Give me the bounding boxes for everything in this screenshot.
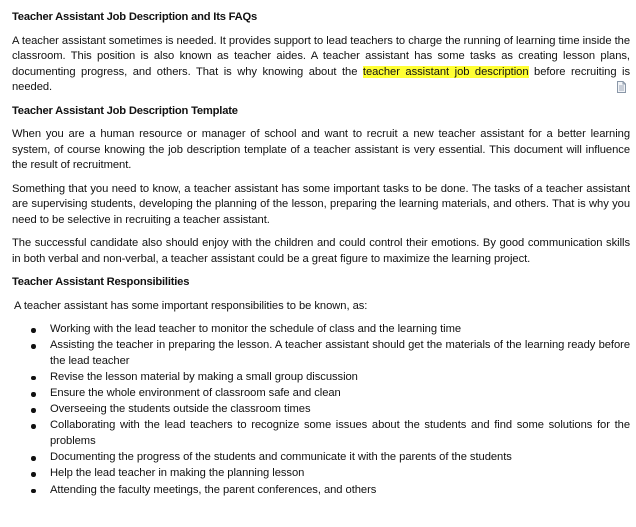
list-item: Assisting the teacher in preparing the lesson. A teacher assistant should get the materials of the learning ready before the lead teacher: [30, 338, 630, 369]
responsibilities-list: [12, 322, 630, 498]
list-item: Working with the lead teacher to monitor the schedule of class and the learning time: [30, 322, 630, 338]
list-item: Documenting the progress of the students and communicate it with the parents of the students: [30, 450, 630, 466]
list-item: Revise the lesson material by making a small group discussion: [30, 370, 630, 386]
template-paragraph-3: The successful candidate also should enjoy with the children and could control their emotions. By good communication skills in both verbal and non-verbal, a teacher assistant could be a great figure to maximize the learning project.: [12, 237, 630, 265]
intro-paragraph: [12, 34, 630, 96]
template-paragraph-2: Something that you need to know, a teacher assistant has some important tasks to be done. The tasks of a teacher assistant are supervising students, developing the planning of the lesson, preparing the learning materials, and others. That is why you need to be selective in recruiting a teacher assistant.: [12, 182, 630, 226]
list-item: Overseeing the students outside the classroom times: [30, 402, 630, 418]
heading-job-description-template: Teacher Assistant Job Description Template: [12, 104, 238, 117]
heading-job-description-faqs: Teacher Assistant Job Description and Its FAQs: [12, 11, 258, 23]
list-item: Attending the faculty meetings, the parent conferences, and others: [30, 483, 630, 499]
intro-text: A teacher assistant sometimes is needed. It provides support to lead teachers to charge the running of learning time inside the classroom. This position is also known as teacher aides. A teacher assistant has some tasks as creating lesson plans, documenting progress, and others. That is why knowing about the: [12, 34, 630, 78]
heading-responsibilities: Teacher Assistant Responsibilities: [12, 276, 190, 288]
highlighted-link[interactable]: teacher assistant job description: [362, 65, 529, 78]
template-paragraph-1: When you are a human resource or manager of school and want to recruit a new teacher assistant for a better learning system, of course knowing the job description template of a teacher assistant is very essential. This document will influence the result of recruitment.: [12, 128, 630, 171]
responsibilities-intro: A teacher assistant has some important responsibilities to be known, as:: [14, 299, 368, 312]
intro-text-end: before recruiting is needed.: [12, 65, 630, 93]
list-item: Ensure the whole environment of classroom safe and clean: [30, 386, 630, 402]
document-icon[interactable]: [617, 81, 626, 93]
list-item: Help the lead teacher in making the planning lesson: [30, 466, 630, 482]
list-item: Collaborating with the lead teachers to recognize some issues about the students and find some solutions for the problems: [30, 418, 630, 449]
